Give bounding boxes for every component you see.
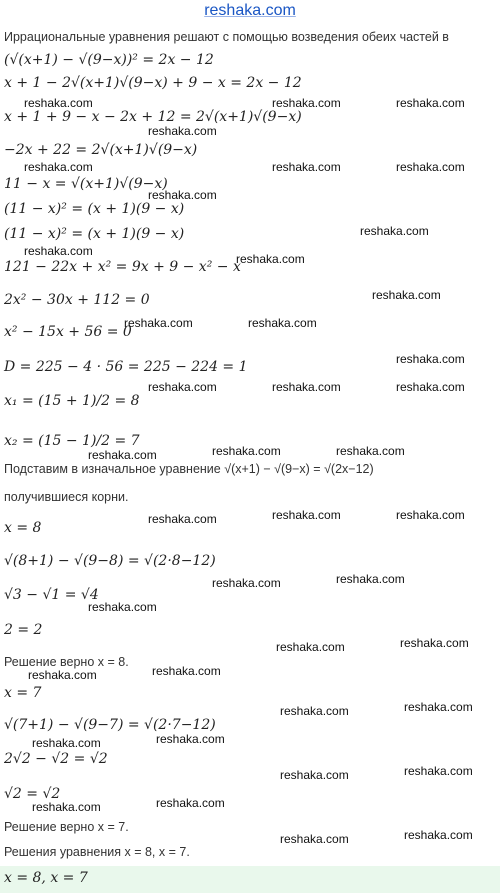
watermark: reshaka.com bbox=[396, 508, 465, 522]
watermark: reshaka.com bbox=[280, 768, 349, 782]
equation-line-5: 11 − x = √(x+1)√(9−x) bbox=[4, 176, 168, 192]
check-x8-substitution: √(8+1) − √(9−8) = √(2·8−12) bbox=[4, 553, 216, 569]
watermark: reshaka.com bbox=[400, 636, 469, 650]
check-x7-verdict: Решение верно x = 7. bbox=[4, 820, 129, 834]
site-logo-link[interactable]: reshaka.com bbox=[204, 2, 296, 19]
watermark: reshaka.com bbox=[272, 508, 341, 522]
check-x7-simplified: 2√2 − √2 = √2 bbox=[4, 751, 108, 767]
watermark: reshaka.com bbox=[372, 288, 441, 302]
root-x1-line: x₁ = (15 + 1)/2 = 8 bbox=[4, 393, 140, 409]
watermark: reshaka.com bbox=[276, 640, 345, 654]
check-x8-result: 2 = 2 bbox=[4, 622, 43, 638]
watermark: reshaka.com bbox=[152, 664, 221, 678]
watermark: reshaka.com bbox=[148, 512, 217, 526]
watermark: reshaka.com bbox=[336, 572, 405, 586]
watermark: reshaka.com bbox=[88, 600, 157, 614]
watermark: reshaka.com bbox=[236, 252, 305, 266]
watermark: reshaka.com bbox=[124, 316, 193, 330]
intro-text: Иррациональные уравнения решают с помощью возведения обеих частей в bbox=[4, 30, 449, 44]
watermark: reshaka.com bbox=[212, 444, 281, 458]
solutions-summary: Решения уравнения x = 8, x = 7. bbox=[4, 845, 190, 859]
watermark: reshaka.com bbox=[148, 124, 217, 138]
watermark: reshaka.com bbox=[156, 732, 225, 746]
watermark: reshaka.com bbox=[28, 668, 97, 682]
watermark: reshaka.com bbox=[272, 380, 341, 394]
check-x7-substitution: √(7+1) − √(9−7) = √(2·7−12) bbox=[4, 717, 216, 733]
equation-line-4: −2x + 22 = 2√(x+1)√(9−x) bbox=[4, 142, 198, 158]
answer-text: x = 8, x = 7 bbox=[4, 870, 88, 886]
watermark: reshaka.com bbox=[280, 704, 349, 718]
equation-line-3: x + 1 + 9 − x − 2x + 12 = 2√(x+1)√(9−x) bbox=[4, 109, 302, 125]
equation-line-7: (11 − x)² = (x + 1)(9 − x) bbox=[4, 226, 185, 242]
watermark: reshaka.com bbox=[24, 160, 93, 174]
watermark: reshaka.com bbox=[336, 444, 405, 458]
equation-line-8: 121 − 22x + x² = 9x + 9 − x² − x bbox=[4, 259, 241, 275]
watermark: reshaka.com bbox=[24, 96, 93, 110]
watermark: reshaka.com bbox=[88, 448, 157, 462]
watermark: reshaka.com bbox=[272, 160, 341, 174]
check-x8-simplified: √3 − √1 = √4 bbox=[4, 587, 99, 603]
watermark: reshaka.com bbox=[32, 736, 101, 750]
check-x8-verdict: Решение верно x = 8. bbox=[4, 655, 129, 669]
watermark: reshaka.com bbox=[360, 224, 429, 238]
watermark: reshaka.com bbox=[212, 576, 281, 590]
watermark: reshaka.com bbox=[148, 380, 217, 394]
watermark: reshaka.com bbox=[248, 316, 317, 330]
equation-line-2: x + 1 − 2√(x+1)√(9−x) + 9 − x = 2x − 12 bbox=[4, 75, 302, 91]
watermark: reshaka.com bbox=[404, 828, 473, 842]
equation-line-6: (11 − x)² = (x + 1)(9 − x) bbox=[4, 201, 185, 217]
equation-line-10: x² − 15x + 56 = 0 bbox=[4, 324, 132, 340]
watermark: reshaka.com bbox=[24, 244, 93, 258]
watermark: reshaka.com bbox=[148, 188, 217, 202]
substitute-text: Подставим в изначальное уравнение √(x+1) − √(9−x) = √(2x−12) bbox=[4, 462, 374, 476]
roots-text: получившиеся корни. bbox=[4, 490, 129, 504]
watermark: reshaka.com bbox=[32, 800, 101, 814]
watermark: reshaka.com bbox=[396, 380, 465, 394]
discriminant-line: D = 225 − 4 · 56 = 225 − 224 = 1 bbox=[4, 359, 248, 375]
equation-line-1: (√(x+1) − √(9−x))² = 2x − 12 bbox=[4, 52, 214, 68]
root-x2-line: x₂ = (15 − 1)/2 = 7 bbox=[4, 433, 140, 449]
watermark: reshaka.com bbox=[396, 96, 465, 110]
watermark: reshaka.com bbox=[404, 700, 473, 714]
equation-line-9: 2x² − 30x + 112 = 0 bbox=[4, 292, 150, 308]
watermark: reshaka.com bbox=[396, 160, 465, 174]
watermark: reshaka.com bbox=[272, 96, 341, 110]
watermark: reshaka.com bbox=[156, 796, 225, 810]
check-x7-line: x = 7 bbox=[4, 685, 42, 701]
check-x8-line: x = 8 bbox=[4, 520, 42, 536]
check-x7-result: √2 = √2 bbox=[4, 786, 61, 802]
watermark: reshaka.com bbox=[396, 352, 465, 366]
watermark: reshaka.com bbox=[404, 764, 473, 778]
watermark: reshaka.com bbox=[280, 832, 349, 846]
